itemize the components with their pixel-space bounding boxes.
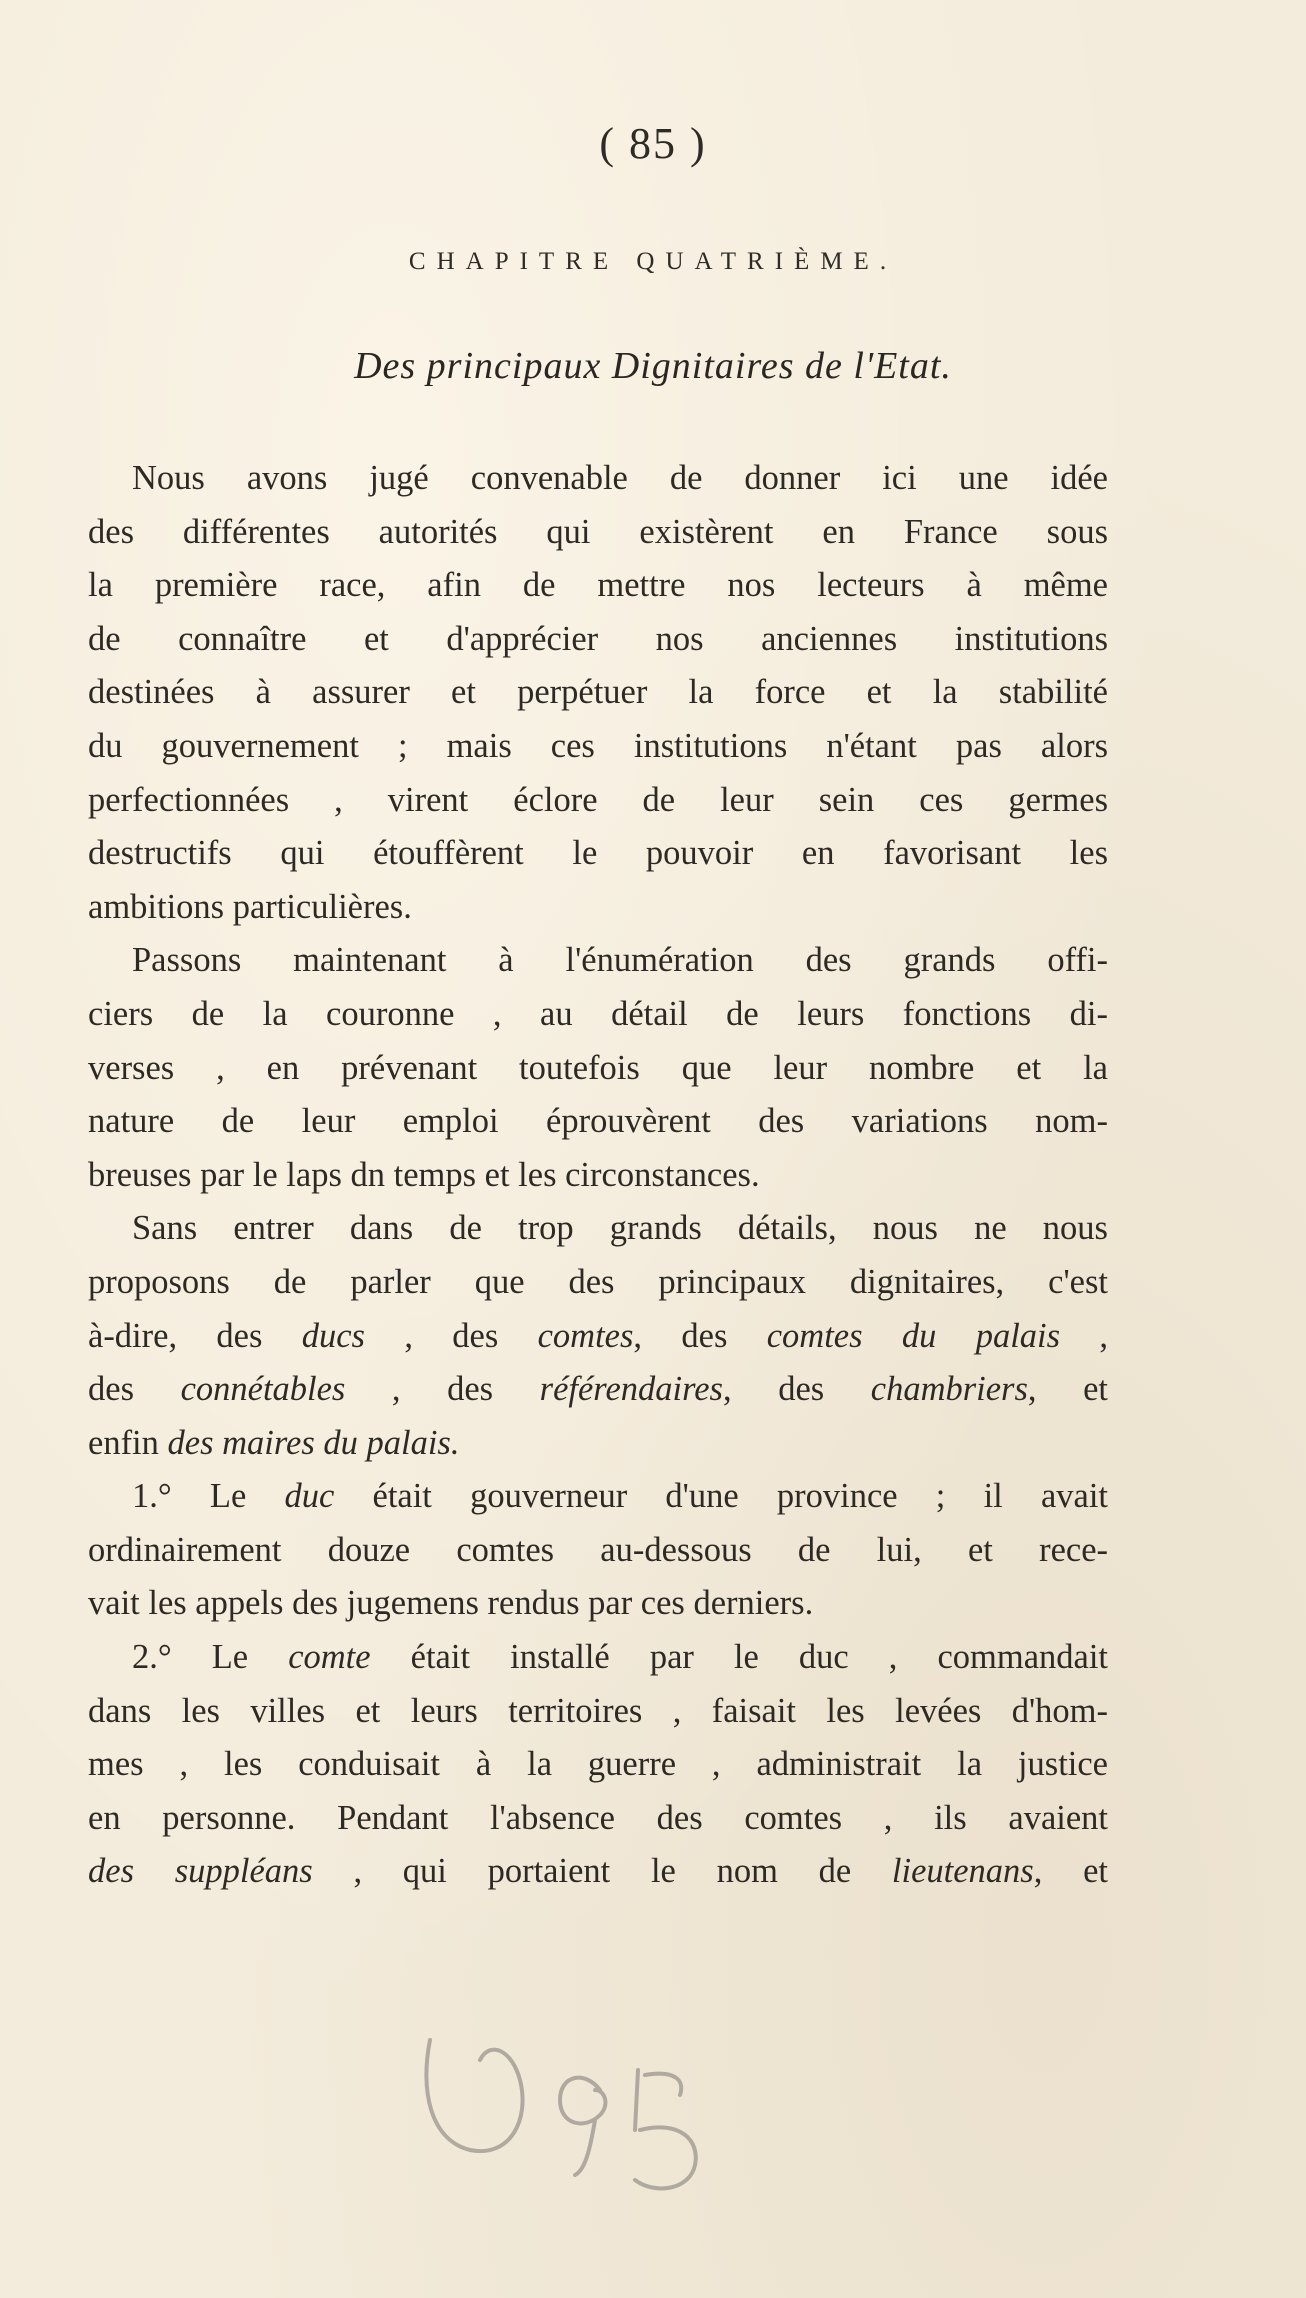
text-line: de connaître et d'apprécier nos anciennes institutions	[88, 619, 1108, 658]
text-line	[88, 1470, 1108, 1524]
text-run: des	[88, 1370, 181, 1409]
text-run: , des	[364, 1316, 538, 1355]
text-run: , et	[1033, 1852, 1108, 1891]
italic-term-comtes: comtes	[537, 1316, 634, 1355]
text-line: mes , les conduisait à la guerre , administrait la justice	[88, 1745, 1108, 1784]
text-line: breuses par le laps dn temps et les circonstances.	[88, 1155, 760, 1194]
text-line	[88, 1631, 1108, 1685]
text-run: enfin	[88, 1423, 168, 1462]
italic-term-referendaires: référendaires	[539, 1370, 723, 1409]
text-line: ordinairement douze comtes au-dessous de lui, et rece-	[88, 1530, 1108, 1569]
italic-term-maires-du-palais: des maires du palais.	[167, 1423, 460, 1462]
text-line: ciers de la couronne , au détail de leurs fonctions di-	[88, 994, 1108, 1033]
italic-term-connetables: connétables	[180, 1370, 346, 1409]
text-run: , des	[345, 1370, 540, 1409]
text-run: était gouverneur d'une province ; il avait	[334, 1477, 1108, 1516]
chapter-heading: CHAPITRE QUATRIÈME.	[408, 248, 898, 275]
text-line	[88, 1417, 1108, 1471]
italic-term-chambriers: chambriers	[870, 1370, 1028, 1409]
section-title: Des principaux Dignitaires de l'Etat.	[354, 345, 952, 387]
text-line: Nous avons jugé convenable de donner ici une idée	[132, 459, 1108, 497]
italic-term-comte: comte	[288, 1638, 371, 1677]
text-line: perfectionnées , virent éclore de leur sein ces germes	[88, 780, 1108, 819]
italic-term-duc: duc	[284, 1477, 335, 1516]
pencil-mark	[410, 2000, 770, 2200]
text-line: Sans entrer dans de trop grands détails, nous ne nous	[132, 1209, 1108, 1248]
italic-term-comtes-du-palais: comtes du palais	[766, 1316, 1061, 1355]
text-run: était installé par le duc , commandait	[370, 1638, 1108, 1677]
text-line: ambitions particulières.	[88, 887, 412, 926]
text-line: du gouvernement ; mais ces institutions n'étant pas alors	[88, 726, 1108, 765]
text-line: en personne. Pendant l'absence des comtes , ils avaient	[88, 1798, 1108, 1837]
text-line	[88, 1310, 1108, 1364]
text-line	[88, 1845, 1108, 1899]
text-line: proposons de parler que des principaux dignitaires, c'est	[88, 1262, 1108, 1301]
text-run: , qui portaient le nom de	[312, 1852, 892, 1891]
text-line: nature de leur emploi éprouvèrent des variations nom-	[88, 1102, 1108, 1141]
text-run: , des	[723, 1370, 871, 1409]
text-run: ,	[1060, 1316, 1109, 1355]
text-line: des différentes autorités qui existèrent en France sous	[88, 512, 1108, 551]
italic-term-ducs: ducs	[301, 1316, 365, 1355]
text-line	[88, 1363, 1108, 1417]
italic-term-suppleans: des suppléans	[88, 1852, 313, 1891]
text-line: dans les villes et leurs territoires , faisait les levées d'hom-	[88, 1691, 1108, 1730]
page-number: ( 85 )	[599, 119, 707, 168]
text-run: , et	[1027, 1370, 1108, 1409]
text-line: verses , en prévenant toutefois que leur nombre et la	[88, 1048, 1108, 1087]
text-line: destinées à assurer et perpétuer la force et la stabilité	[88, 673, 1108, 712]
text-run: à-dire, des	[88, 1316, 302, 1355]
body-text	[88, 452, 1108, 1899]
text-run: , des	[633, 1316, 767, 1355]
text-run: 1.° Le	[132, 1477, 285, 1516]
italic-term-lieutenans: lieutenans	[891, 1852, 1034, 1891]
text-run: 2.° Le	[132, 1638, 289, 1677]
text-line: la première race, afin de mettre nos lecteurs à même	[88, 566, 1108, 605]
text-line: Passons maintenant à l'énumération des grands offi-	[132, 941, 1108, 980]
text-line: vait les appels des jugemens rendus par ces derniers.	[88, 1584, 814, 1623]
text-line: destructifs qui étouffèrent le pouvoir en favorisant les	[88, 834, 1108, 873]
